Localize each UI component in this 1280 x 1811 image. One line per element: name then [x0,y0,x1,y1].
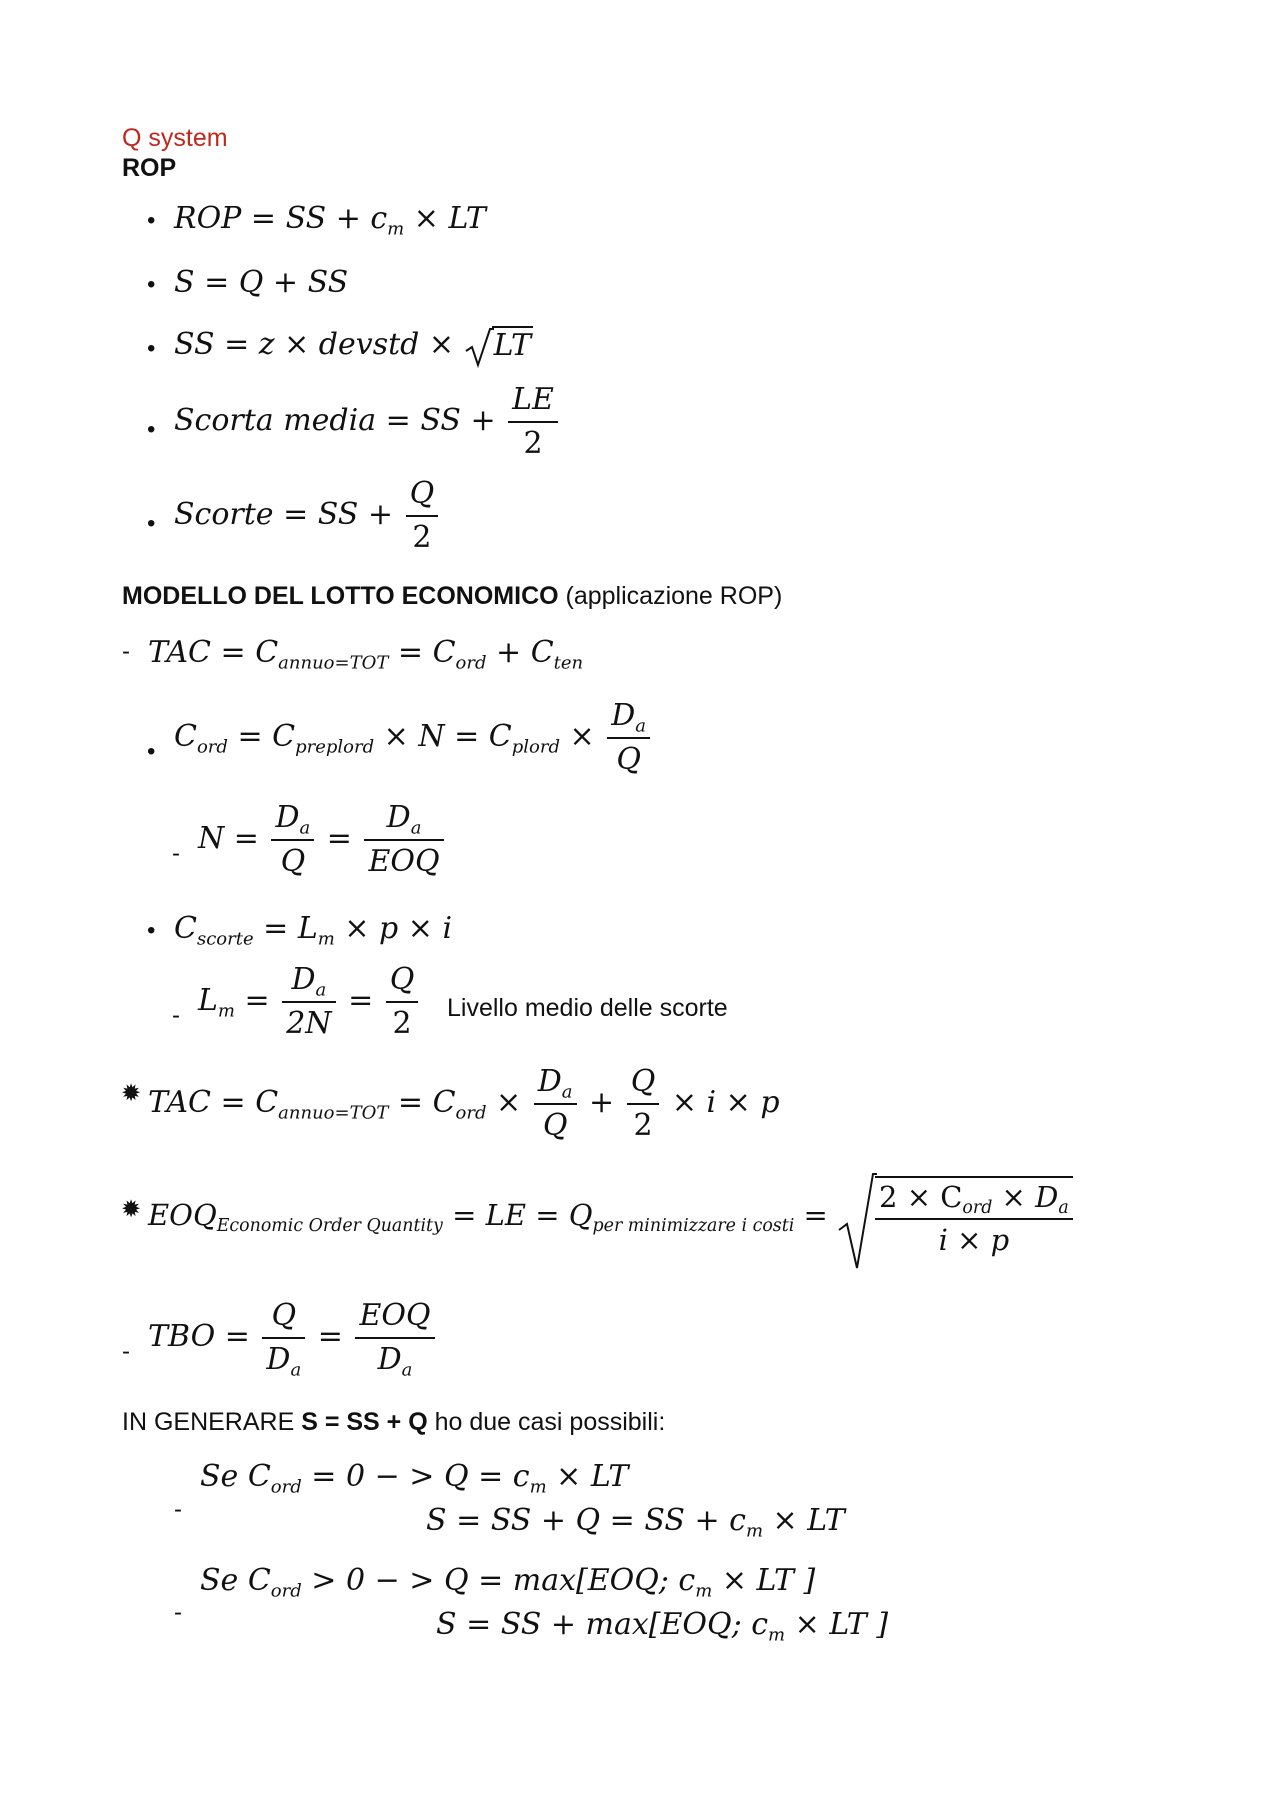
bullet-dot-icon: • [147,917,156,944]
cases-intro: IN GENERARE S = SS + Q ho due casi possibili: [122,1408,666,1436]
case-1-line-2: S = SS + Q = SS + $c_m$ × LT [426,1503,845,1542]
formula-tac-1: TAC = $C_{annuo=TOT} = C_{ord} + C_{ten}$ [148,635,584,674]
bullet-dot-icon: • [147,207,156,234]
fraction: $\frac{LE}{2}$ [508,382,558,462]
fraction: $\frac{\text{EOQ}}{D_a}$ [355,1298,434,1378]
formula-eoq: $EOQ_{Economic Order Quantity}$ = LE = $Q_{per minimizzare i costi}$ = $\frac{2 \times C_{ord} \times D_a}{i \times p}$ [148,1176,1073,1258]
star-icon: ✹ [121,1080,142,1107]
formula-scorte: Scorte = SS + $\frac{Q}{2}$ [174,476,441,556]
bullet-dot-icon: • [147,335,156,362]
formula-n: N = $\frac{D_a}{Q}$ = $\frac{D_a}{\text{EOQ}}$ [198,800,447,880]
lotto-heading: MODELLO DEL LOTTO ECONOMICO (applicazione ROP) [122,582,783,610]
bullet-dot-icon: • [147,510,156,537]
fraction: $\frac{D_a}{2N}$ [282,962,335,1042]
dash-marker: - [172,1002,180,1029]
dash-marker: - [122,638,130,665]
fraction: $\frac{2 \times C_{ord} \times D_a}{i \times p}$ [875,1176,1073,1258]
formula-rop: ROP = SS + $c_m$ × LT [174,201,486,240]
fraction: $\frac{Q}{D_a}$ [262,1298,305,1378]
dash-marker: - [172,840,180,867]
formula-tbo: TBO = $\frac{Q}{D_a}$ = $\frac{\text{EOQ}}{D_a}$ [148,1298,438,1378]
bullet-dot-icon: • [147,271,156,298]
formula-lm: $L_m$ = $\frac{D_a}{2N}$ = $\frac{Q}{2}$ [198,962,421,1042]
case-2-line-1: Se $C_{ord} > 0$ − > Q = max[EOQ; $c_m$ × LT ] [200,1563,816,1602]
dash-marker: - [174,1599,182,1626]
dash-marker: - [174,1496,182,1523]
fraction: $\frac{D_a}{Q}$ [534,1064,577,1144]
fraction: $\frac{Q}{2}$ [406,476,439,556]
formula-cord: $C_{ord} = C_{preplord} \times N = C_{plord}$ × $\frac{D_a}{Q}$ [174,698,653,778]
formula-tac-2: TAC = $C_{annuo=TOT} = C_{ord}$ × $\frac{D_a}{Q}$ + $\frac{Q}{2}$ × i × p [148,1064,780,1143]
case-2-line-2: S = SS + max[EOQ; $c_m$ × LT ] [436,1607,889,1646]
lm-note: Livello medio delle scorte [447,994,728,1022]
dash-marker: - [122,1338,130,1365]
fraction: $\frac{Q}{2}$ [627,1064,660,1144]
rop-heading: ROP [122,154,177,182]
sqrt-lt: LT [464,331,534,361]
section-title: Q system [122,124,228,152]
formula-scorta-media: Scorta media = SS + $\frac{LE}{2}$ [174,382,561,462]
formula-cscorte: $C_{scorte} = L_m \times p \times i$ [174,911,453,950]
fraction: $\frac{Q}{2}$ [386,962,419,1042]
bullet-dot-icon: • [147,416,156,443]
formula-ss: SS = z × devstd × LT [174,327,532,363]
sqrt-eoq [837,1176,1073,1258]
bullet-dot-icon: • [147,738,156,765]
fraction: $\frac{D_a}{\text{EOQ}}$ [364,800,443,880]
star-icon: ✹ [121,1196,142,1223]
case-1-line-1: Se $C_{ord} = 0$ − > $Q = c_m$ × LT [200,1459,629,1498]
formula-s: S = Q + SS [174,265,349,300]
fraction: $\frac{D_a}{Q}$ [271,800,314,880]
fraction: $\frac{D_a}{Q}$ [607,698,650,778]
